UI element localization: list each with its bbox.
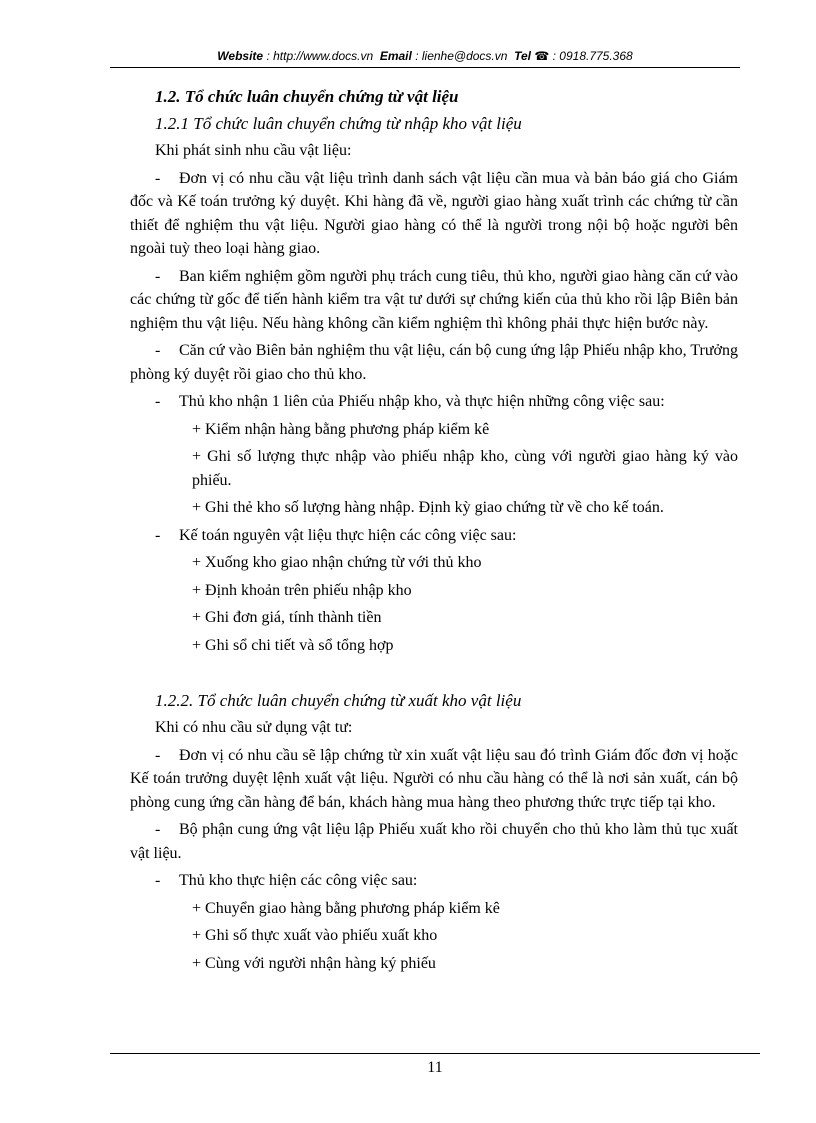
accountant-task: + Xuống kho giao nhận chứng từ với thủ kho xyxy=(192,554,482,571)
website-value: : http://www.docs.vn xyxy=(266,49,374,63)
import-step xyxy=(130,167,738,261)
bullet-dash: - xyxy=(155,267,161,285)
bullet-dash: - xyxy=(155,169,161,187)
accountant-step-text: Kế toán nguyên vật liệu thực hiện các công việc sau: xyxy=(179,526,517,544)
bullet-dash: - xyxy=(155,526,161,544)
storekeeper-task: + Ghi thẻ kho số lượng hàng nhập. Định kỳ giao chứng từ về cho kế toán. xyxy=(192,499,664,516)
import-step xyxy=(130,390,738,414)
export-intro: Khi có nhu cầu sử dụng vật tư: xyxy=(155,719,353,736)
email-value: : lienhe@docs.vn xyxy=(415,49,508,63)
email-label: Email xyxy=(379,49,412,63)
import-step xyxy=(130,265,738,336)
accountant-task: + Định khoản trên phiếu nhập kho xyxy=(192,581,412,599)
import-step-text: Thủ kho nhận 1 liên của Phiếu nhập kho, và thực hiện những công việc sau: xyxy=(179,393,665,410)
page-header xyxy=(110,48,740,64)
footer-divider xyxy=(110,1053,760,1054)
import-step-text: Căn cứ vào Biên bản nghiệm thu vật liệu, cán bộ cung ứng lập Phiếu nhập kho, Trưởng phòng ký duyệt rồi giao cho thủ kho. xyxy=(130,342,738,383)
document-body xyxy=(130,86,738,979)
export-step xyxy=(130,869,738,893)
bullet-dash: - xyxy=(155,872,161,889)
subsection-title-export: 1.2.2. Tổ chức luân chuyển chứng từ xuất kho vật liệu xyxy=(155,691,522,710)
storekeeper-task: + Ghi số thực xuất vào phiếu xuất kho xyxy=(192,927,438,944)
bullet-dash: - xyxy=(155,746,161,764)
bullet-dash: - xyxy=(155,821,161,838)
export-step xyxy=(130,818,738,865)
website-label: Website xyxy=(217,49,264,63)
accountant-task: + Ghi sổ chi tiết và sổ tổng hợp xyxy=(192,636,394,654)
export-step-text: Thủ kho thực hiện các công việc sau: xyxy=(179,872,418,889)
import-step-text: Đơn vị có nhu cầu vật liệu trình danh sách vật liệu cần mua và bản báo giá cho Giám đốc và Kế toán trưởng ký duyệt. Khi hàng đã về, người giao hàng xuất trình các chứng từ cần thiết để nghiệm thu vật liệu. Người giao hàng có thể là người trong nội bộ hoặc người bên ngoài tuỳ theo loại hàng giao. xyxy=(130,169,738,257)
storekeeper-task: + Cùng với người nhận hàng ký phiếu xyxy=(192,954,436,972)
header-divider xyxy=(110,67,740,68)
subsection-title-import: 1.2.1 Tổ chức luân chuyển chứng từ nhập kho vật liệu xyxy=(155,114,522,133)
storekeeper-task: + Ghi số lượng thực nhập vào phiếu nhập kho, cùng với người giao hàng ký vào phiếu. xyxy=(192,448,738,489)
accountant-task: + Ghi đơn giá, tính thành tiền xyxy=(192,609,382,626)
tel-label: Tel ☎ xyxy=(514,49,550,63)
section-spacer xyxy=(130,661,738,690)
tel-value: : 0918.775.368 xyxy=(552,49,633,63)
bullet-dash: - xyxy=(155,342,161,359)
import-step-text: Ban kiểm nghiệm gồm người phụ trách cung tiêu, thủ kho, người giao hàng căn cứ vào các chứng từ gốc để tiến hành kiểm tra vật tư dưới sự chứng kiến của thủ kho rồi lập Biên bản nghiệm thu vật liệu. Nếu hàng không cần kiểm nghiệm thì không phải thực hiện bước này. xyxy=(130,267,738,332)
section-title: 1.2. Tổ chức luân chuyển chứng từ vật liệu xyxy=(155,87,459,106)
export-step xyxy=(130,744,738,815)
accountant-step xyxy=(130,524,738,548)
storekeeper-task: + Kiểm nhận hàng bằng phương pháp kiểm kê xyxy=(192,420,490,438)
storekeeper-task: + Chuyển giao hàng bằng phương pháp kiểm kê xyxy=(192,899,500,917)
bullet-dash: - xyxy=(155,393,161,410)
import-intro: Khi phát sinh nhu cầu vật liệu: xyxy=(155,142,352,159)
page-number: 11 xyxy=(427,1059,443,1076)
export-step-text: Bộ phận cung ứng vật liệu lập Phiếu xuất kho rồi chuyển cho thủ kho làm thủ tục xuất vật liệu. xyxy=(130,821,738,862)
import-step xyxy=(130,339,738,386)
export-step-text: Đơn vị có nhu cầu sẽ lập chứng từ xin xuất vật liệu sau đó trình Giám đốc đơn vị hoặc Kế toán trưởng duyệt lệnh xuất vật liệu. Người có nhu cầu hàng có thể là nơi sản xuất, cán bộ phòng cung ứng cần hàng để bán, khách hàng mua hàng theo phương thức trực tiếp tại kho. xyxy=(130,746,738,811)
